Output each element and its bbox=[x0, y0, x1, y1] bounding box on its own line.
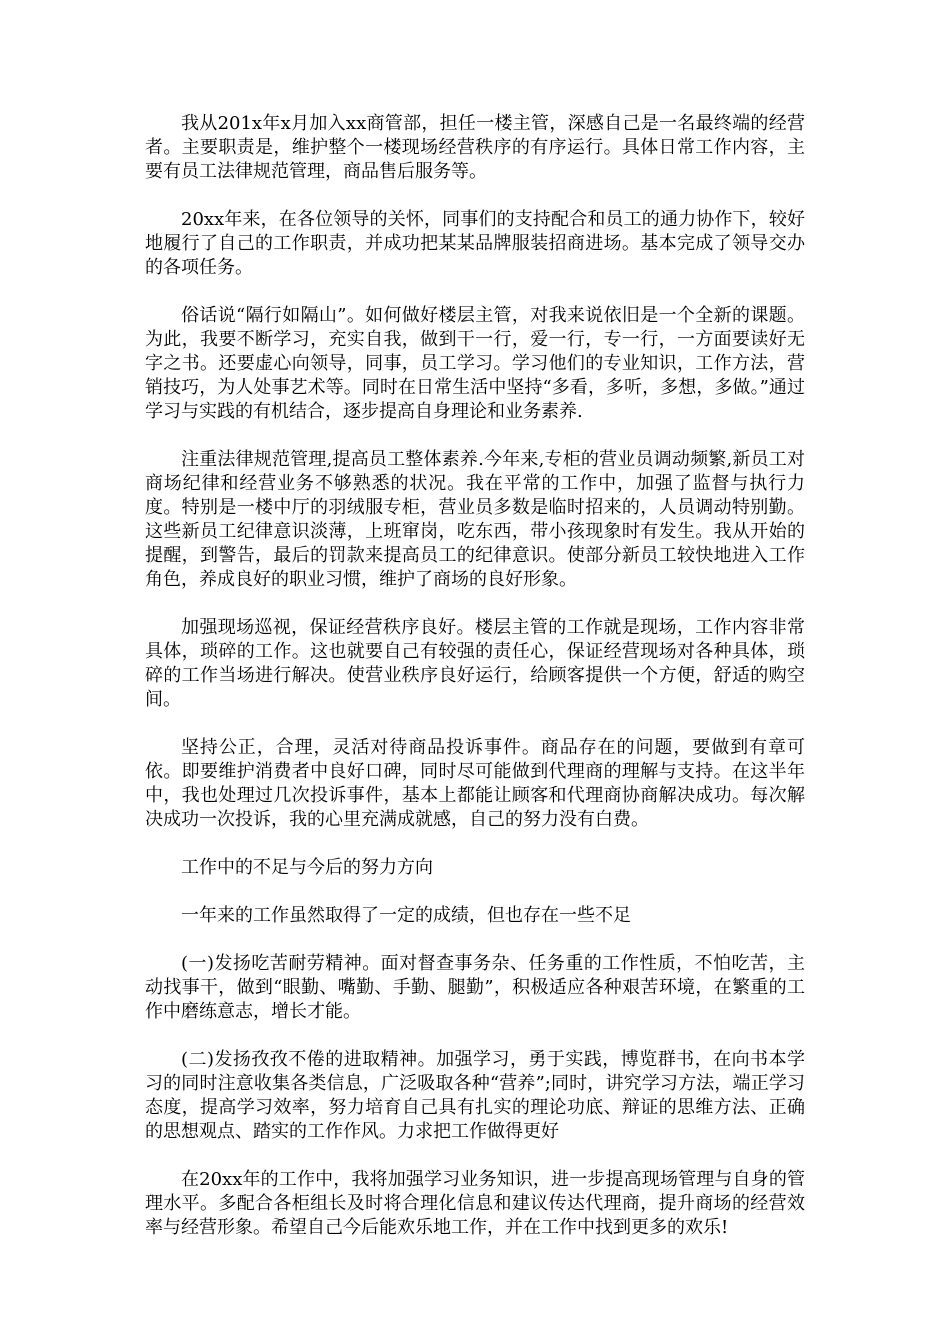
paragraph-site-inspection: 加强现场巡视，保证经营秩序良好。楼层主管的工作就是现场，工作内容非常具体，琐碎的工作。这也就要自己有较强的责任心，保证经营现场对各种具体，琐碎的工作当场进行解决。使营业秩序良好运行，给顾客提供一个方便，舒适的购空间。 bbox=[145, 617, 805, 710]
paragraph-achievements: 20xx年来，在各位领导的关怀，同事们的支持配合和员工的通力协作下，较好地履行了自己的工作职责，并成功把某某品牌服装招商进场。基本完成了领导交办的各项任务。 bbox=[145, 209, 805, 278]
paragraph-complaints: 坚持公正，合理，灵活对待商品投诉事件。商品存在的问题，要做到有章可依。即要维护消费者中良好口碑，同时尽可能做到代理商的理解与支持。在这半年中，我也处理过几次投诉事件，基本上都能让顾客和代理商协商解决成功。每次解决成功一次投诉，我的心里充满成就感，自己的努力没有白费。 bbox=[145, 737, 805, 830]
section-heading-shortcomings: 工作中的不足与今后的努力方向 bbox=[181, 857, 433, 878]
list-item-diligence: (一)发扬吃苦耐劳精神。面对督查事务杂、任务重的工作性质，不怕吃苦，主动找事干，做到“眼勤、嘴勤、手勤、腿勤”，积极适应各种艰苦环境，在繁重的工作中磨练意志，增长才能。 bbox=[145, 953, 805, 1022]
document-body bbox=[145, 112, 805, 1240]
list-item-progress: (二)发扬孜孜不倦的进取精神。加强学习，勇于实践，博览群书，在向书本学习的同时注意收集各类信息，广泛吸取各种“营养”;同时，讲究学习方法，端正学习态度，提高学习效率，努力培育自己具有扎实的理论功底、辩证的思维方法、正确的思想观点、踏实的工作作风。力求把工作做得更好 bbox=[145, 1049, 805, 1142]
paragraph-shortcomings-intro: 一年来的工作虽然取得了一定的成绩，但也存在一些不足 bbox=[181, 905, 631, 926]
paragraph-learning: 俗话说“隔行如隔山”。如何做好楼层主管，对我来说依旧是一个全新的课题。为此，我要不断学习，充实自我，做到干一行，爱一行，专一行，一方面要读好无字之书。还要虚心向领导，同事，员工学习。学习他们的专业知识，工作方法，营销技巧，为人处事艺术等。同时在日常生活中坚持“多看，多听，多想，多做。”通过学习与实践的有机结合，逐步提高自身理论和业务素养. bbox=[145, 305, 805, 422]
paragraph-staff-management: 注重法律规范管理,提高员工整体素养.今年来,专柜的营业员调动频繁,新员工对商场纪律和经营业务不够熟悉的状况。我在平常的工作中，加强了监督与执行力度。特别是一楼中厅的羽绒服专柜，营业员多数是临时招来的，人员调动特别勤。这些新员工纪律意识淡薄，上班窜岗，吃东西，带小孩现象时有发生。我从开始的提醒，到警告，最后的罚款来提高员工的纪律意识。使部分新员工较快地进入工作角色，养成良好的职业习惯，维护了商场的良好形象。 bbox=[145, 449, 805, 590]
paragraph-intro: 我从201x年x月加入xx商管部，担任一楼主管，深感自己是一名最终端的经营者。主要职责是，维护整个一楼现场经营秩序的有序运行。具体日常工作内容，主要有员工法律规范管理，商品售后服务等。 bbox=[145, 113, 805, 182]
paragraph-conclusion: 在20xx年的工作中，我将加强学习业务知识，进一步提高现场管理与自身的管理水平。多配合各柜组长及时将合理化信息和建议传达代理商，提升商场的经营效率与经营形象。希望自己今后能欢乐地工作，并在工作中找到更多的欢乐! bbox=[145, 1169, 805, 1238]
